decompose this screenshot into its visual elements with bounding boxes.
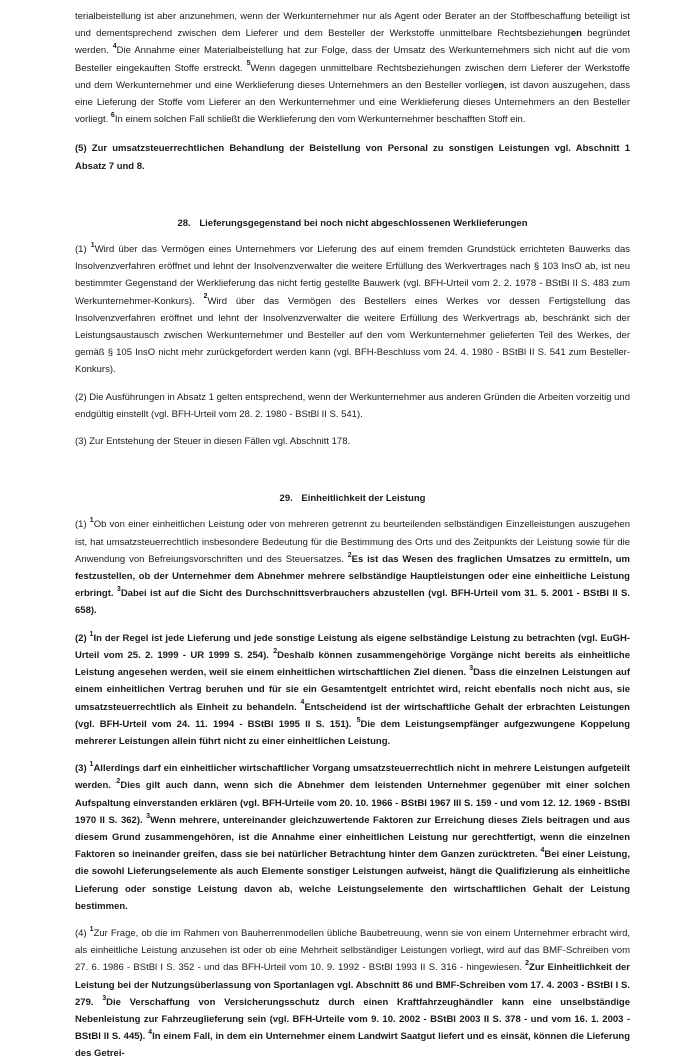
section-29-number: 29.	[279, 493, 293, 505]
bold-text-run: Wenn mehrere, untereinander gleichzuwertende Faktoren zur Erreichung dieses Ziels beitragen und aus diesem Grund zusammengehören, ist die Annahme einer einheitlichen Leistung nur gerechtfertigt, wenn die einzelnen Faktoren so ineinander greifen, dass sie bei natürlicher Betrachtung hinter dem Ganzen zurücktreten.	[75, 814, 630, 861]
text-run: Die Annahme einer Materialbeistellung hat zur Folge, dass der Umsatz des Werkunternehmers sich nicht auf die vom Besteller eingekauften Stoffe erstreckt.	[75, 45, 631, 74]
text-run: begründet werden.	[75, 28, 630, 57]
sentence-number: 6	[110, 112, 115, 120]
text-run: Zur Frage, ob die im Rahmen von Bauherrenmodellen übliche Baubetreuung, wenn sie von einem Unternehmer erbracht wird, als einheitliche Leistung anzusehen ist oder ob eine Mehrheit selbständiger Leistungen vorliegt, wird auf das BMF-Schreiben vom 27. 6. 1986 - BStBl I S. 352 - und das BFH-Urteil vom 10. 9. 1992 - BStBl 1993 II S. 316 - hingewiesen.	[75, 927, 631, 974]
text-run: (1)	[75, 244, 91, 256]
section-29-paragraph-4	[75, 925, 630, 1063]
text-run: In einem solchen Fall schließt die Werklieferung den vom Werkunternehmer beschafften Stoff ein.	[114, 114, 526, 126]
sentence-number: 3	[102, 994, 107, 1002]
sentence-number: 2	[525, 960, 530, 968]
bold-text-run: (5) Zur umsatzsteuerrechtlichen Behandlung der Beistellung von Personal zu sonstigen Leistungen vgl. Abschnitt 1 Absatz 7 und 8.	[75, 143, 630, 172]
sentence-number: 2	[347, 551, 352, 559]
section-29-paragraph-3	[75, 760, 630, 915]
bold-text-run: Die Verschaffung von Versicherungsschutz durch einen Kraftfahrzeughändler kann eine unselbständige Nebenleistung zur Fahrzeuglieferung sein (vgl. BFH-Urteile vom 9. 10. 2002 - BStBl 2003 II S. 378 - und vom 16. 1. 2003 - BStBl II S. 445).	[75, 996, 630, 1043]
section-28-number: 28.	[177, 217, 191, 229]
section-28-paragraph-1	[75, 241, 630, 379]
section-29-heading	[75, 490, 630, 507]
text-run: (2) Die Ausführungen in Absatz 1 gelten entsprechend, wenn der Werkunternehmer aus anderen Gründen die Arbeiten vorzeitig und endgültig einstellt (vgl. BFH-Urteil vom 28. 2. 1980 - BStBl II S. 541).	[75, 391, 630, 420]
bold-text-run: (3)	[75, 763, 90, 775]
sentence-number: 4	[148, 1029, 153, 1036]
sentence-number: 4	[112, 43, 117, 51]
bold-text-run: Allerdings darf ein einheitlicher wirtschaftlicher Vorgang umsatzsteuerrechtlich nicht in mehrere Leistungen aufgeteilt werden.	[75, 763, 630, 792]
sentence-number: 3	[146, 812, 151, 820]
sentence-number: 1	[89, 760, 94, 768]
text-run: (3) Zur Entstehung der Steuer in diesen Fällen vgl. Abschnitt 178.	[75, 436, 351, 448]
document-page	[75, 8, 630, 1063]
sentence-number: 4	[540, 846, 545, 854]
sentence-number: 5	[356, 716, 361, 724]
text-run: Ob von einer einheitlichen Leistung oder von mehreren getrennt zu beurteilenden selbständigen Einzelleistungen auszugehen ist, hat umsatzsteuerrechtlich insbesondere Bedeutung für die Bestimmung des Orts und des Zeitpunkts der Leistung sowie für die Anwendung von Befreiungsvorschriften und des Steuersatzes.	[75, 519, 630, 565]
bold-text-run: In der Regel ist jede Lieferung und jede sonstige Leistung als eigene selbständige Leistung zu betrachten (vgl. EuGH-Urteil vom 25. 2. 1999 - UR 1999 S. 254).	[75, 632, 631, 661]
bold-text-run: Die dem Leistungsempfänger aufgezwungene Koppelung mehrerer Leistungen allein führt nicht zu einer einheitlichen Leistung.	[75, 718, 630, 747]
section-28-heading	[75, 215, 630, 232]
bold-text-run: Dass die einzelnen Leistungen auf einem einheitlichen Vertrag beruhen und für sie ein Gesamtentgelt entrichtet wird, reicht ebenfalls noch nicht aus, sie umsatzsteuerrechtlich als Einheit zu behandeln.	[75, 667, 630, 713]
bold-text-run: en	[570, 28, 582, 40]
sentence-number: 1	[90, 241, 95, 249]
sentence-number: 2	[116, 778, 121, 786]
bold-text-run: Entscheidend ist der wirtschaftliche Gehalt der erbrachten Leistungen (vgl. BFH-Urteil vom 24. 11. 1994 - BStBl 1995 II S. 151).	[75, 701, 630, 730]
paragraph-intro	[75, 8, 630, 128]
text-run: terialbeistellung ist aber anzunehmen, wenn der Werkunternehmer nur als Agent oder Berater an der Stoffbeschaffung beteiligt ist und dementsprechend zwischen dem Lieferer und dem Besteller der Werkstoffe unmittelbare Rechtsbeziehung	[75, 11, 630, 40]
text-run: Wird über das Vermögen des Bestellers eines Werkes vor dessen Fertigstellung das Insolvenzverfahren eröffnet und lehnt der Insolvenzverwalter die weitere Erfüllung des Werkvertrags ab, beschränkt sich der Leistungsaustausch zwischen Werkunternehmer und Besteller auf den vom Werkunternehmer gelieferten Teil des Werkes, der gemäß § 105 InsO nicht mehr zurückgefordert werden kann (vgl. BFH-Beschluss vom 24. 4. 1980 - BStBl II S. 541 zum Besteller-Konkurs).	[75, 295, 631, 376]
bold-text-run: Zur Einheitlichkeit der Leistung bei der Nutzungsüberlassung von Sportanlagen vgl. Abschnitt 86 und BMF-Schreiben vom 17. 4. 2003 - BStBl I S. 279.	[75, 962, 630, 1008]
bold-text-run: en	[493, 79, 505, 91]
bold-text-run: Dies gilt auch dann, wenn sich die Abnehmer dem leistenden Unternehmer gegenüber mit einer solchen Aufspaltung einverstanden erklären (vgl. BFH-Urteile vom 20. 10. 1966 - BStBl 1967 III S. 159 - und vom 12. 12. 1969 - BStBl 1970 II S. 362).	[75, 780, 630, 826]
text-run: Wird über das Vermögen eines Unternehmers vor Lieferung des auf einem fremden Grundstück errichteten Bauwerks das Insolvenzverfahren eröffnet und lehnt der Insolvenzverwalter die weitere Erfüllung des Werkvertrages nach § 103 InsO ab, ist neu bestimmter Gegenstand der Werklieferung das nicht fertig gestellte Bauwerk (vgl. BFH-Urteil vom 2. 2. 1978 - BStBl II S. 483 zum Werkunternehmer-Konkurs).	[75, 244, 631, 307]
text-run: , ist davon auszugehen, dass eine Lieferung der Stoffe vom Lieferer an den Werkunternehmer und eine Werklieferung dieses Unternehmers an den Besteller vorliegt.	[75, 79, 630, 126]
bold-text-run: Bei einer Leistung, die sowohl Lieferungselemente als auch Elemente sonstiger Leistungen aufweist, hängt die Qualifizierung als einheitliche Lieferung oder sonstige Leistung davon ab, welche Leistungselemente den wirtschaftlichen Gehalt der Leistung bestimmen.	[75, 849, 630, 912]
sentence-number: 2	[203, 293, 208, 301]
bold-text-run: Deshalb können zusammengehörige Vorgänge nicht bereits als einheitliche Leistung angesehen werden, weil sie einem einheitlichen wirtschaftlichen Ziel dienen.	[75, 649, 630, 679]
sentence-number: 1	[89, 925, 94, 933]
sentence-number: 5	[246, 60, 251, 68]
sentence-number: 1	[89, 517, 94, 525]
bold-text-run: (2)	[75, 632, 90, 644]
text-run: Wenn dagegen unmittelbare Rechtsbeziehungen zwischen dem Lieferer der Werkstoffe und dem Werkunternehmer und eine Werklieferung dieses Unternehmers an den Besteller vorlieg	[75, 62, 630, 91]
bold-text-run: In einem Fall, in dem ein Unternehmer einem Landwirt Saatgut liefert und es einsät, können die Lieferung des Getrei-	[75, 1031, 630, 1060]
sentence-number: 4	[300, 699, 305, 707]
sentence-number: 3	[116, 586, 121, 594]
section-28-paragraph-2	[75, 389, 630, 423]
sentence-number: 2	[273, 647, 278, 655]
sentence-number: 1	[89, 630, 94, 638]
section-29-title: Einheitlichkeit der Leistung	[301, 493, 426, 505]
paragraph-5	[75, 140, 630, 174]
text-run: (1)	[75, 519, 90, 531]
section-29-paragraph-2	[75, 630, 630, 750]
bold-text-run: Es ist das Wesen des fraglichen Umsatzes zu ermitteln, um festzustellen, ob der Unternehmer dem Abnehmer mehrere selbständige Hauptleistungen oder eine einheitliche Leistung erbringt.	[75, 553, 630, 600]
bold-text-run: Dabei ist auf die Sicht des Durchschnittsverbrauchers abzustellen (vgl. BFH-Urteil vom 31. 5. 2001 - BStBl II S. 658).	[75, 588, 631, 617]
section-28-paragraph-3	[75, 433, 630, 450]
section-29-paragraph-1	[75, 516, 630, 619]
text-run: (4)	[75, 927, 90, 939]
section-28-title: Lieferungsgegenstand bei noch nicht abgeschlossenen Werklieferungen	[199, 217, 528, 229]
sentence-number: 3	[469, 664, 474, 672]
